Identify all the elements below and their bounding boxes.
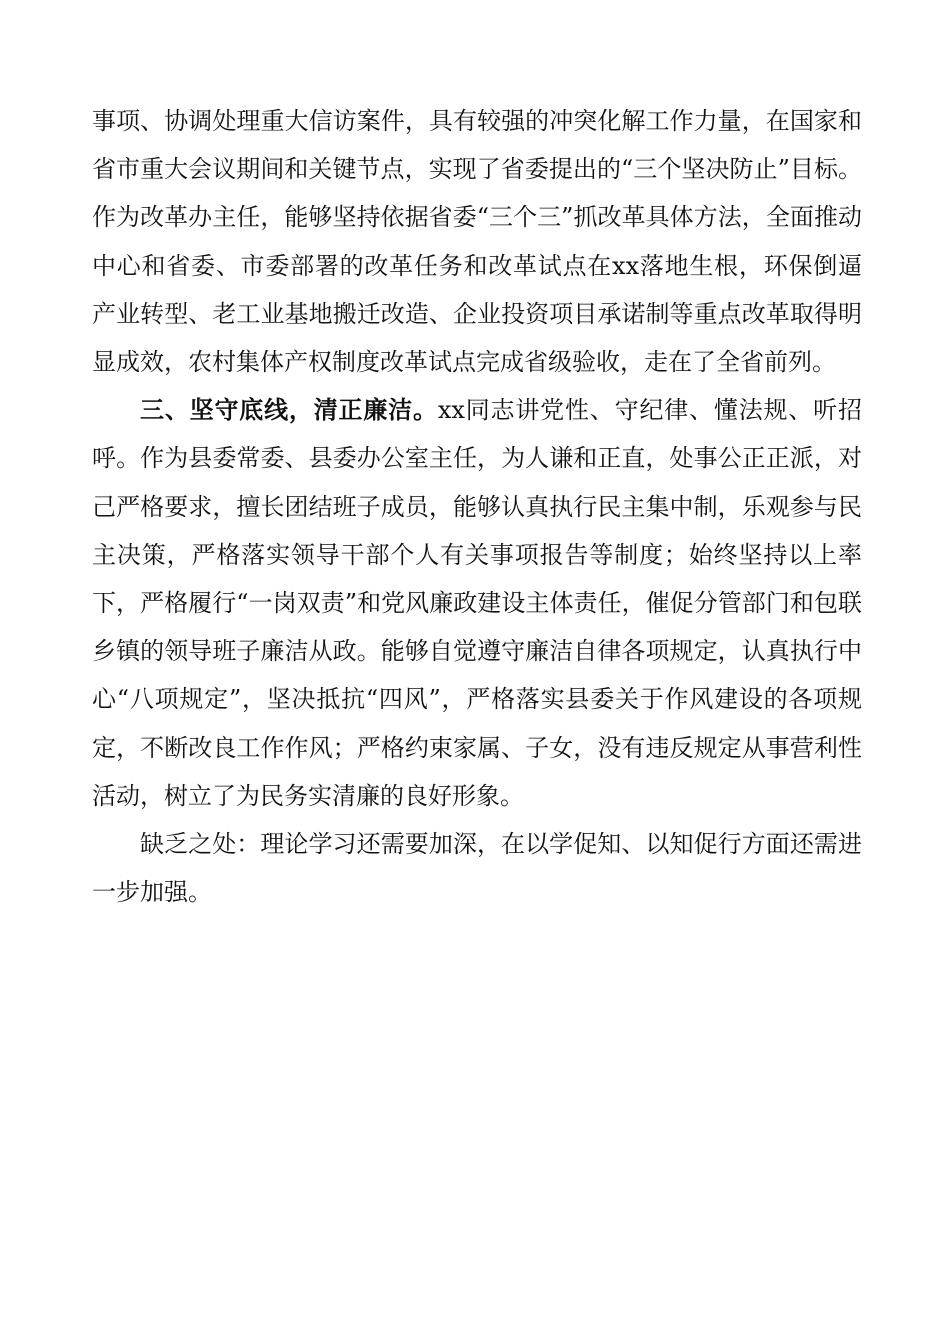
- paragraph-text: 事项、协调处理重大信访案件，具有较强的冲突化解工作力量，在国家和省市重大会议期间和关键节点，实现了省委提出的“三个坚决防止”目标。作为改革办主任，能够坚持依据省委“三个三”抓改革具体方法，全面推动中心和省委、市委部署的改革任务和改革试点在xx落地生根，环保倒逼产业转型、老工业基地搬迁改造、企业投资项目承诺制等重点改革取得明显成效，农村集体产权制度改革试点完成省级验收，走在了全省前列。: [92, 107, 862, 377]
- document-body: [92, 97, 862, 916]
- paragraph-text: xx同志讲党性、守纪律、懂法规、听招呼。作为县委常委、县委办公室主任，为人谦和正直，处事公正正派，对己严格要求，擅长团结班子成员，能够认真执行民主集中制，乐观参与民主决策，严格落实领导干部个人有关事项报告等制度；始终坚持以上率下，严格履行“一岗双责”和党风廉政建设主体责任，催促分管部门和包联乡镇的领导班子廉洁从政。能够自觉遵守廉洁自律各项规定，认真执行中心“八项规定”，坚决抵抗“四风”，严格落实县委关于作风建设的各项规定，不断改良工作作风；严格约束家属、子女，没有违反规定从事营利性活动，树立了为民务实清廉的良好形象。: [92, 396, 862, 810]
- paragraph-continuation: [92, 97, 862, 386]
- paragraph-text: 缺乏之处：理论学习还需要加深，在以学促知、以知促行方面还需进一步加强。: [92, 830, 862, 907]
- paragraph-section-three: [92, 386, 862, 820]
- section-heading: 三、坚守底线，清正廉洁。: [140, 395, 438, 425]
- paragraph-shortcomings: [92, 820, 862, 916]
